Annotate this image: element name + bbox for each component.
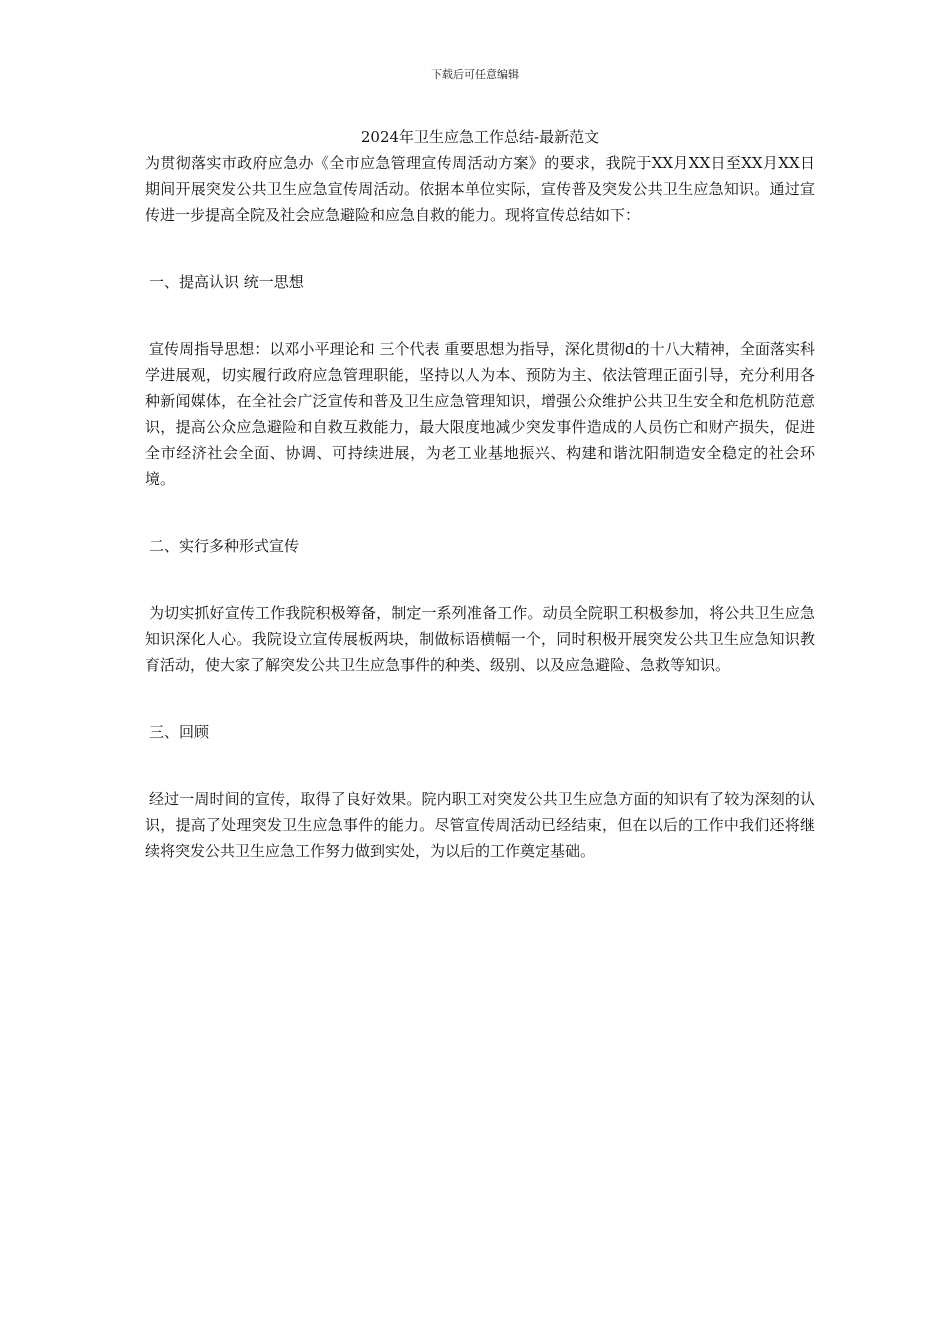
section-body-2: 为切实抓好宣传工作我院积极筹备，制定一系列准备工作。动员全院职工积极参加，将公共卫生应急知识深化人心。我院设立宣传展板两块，制做标语横幅一个，同时积极开展突发公共卫生应急知识教育活动，使大家了解突发公共卫生应急事件的种类、级别、以及应急避险、急救等知识。 — [145, 604, 815, 674]
section-body-1: 宣传周指导思想：以邓小平理论和 三个代表 重要思想为指导，深化贯彻d的十八大精神，全面落实科学进展观，切实履行政府应急管理职能，坚持以人为本、预防为主、依法管理正面引导，充分利用各种新闻媒体，在全社会广泛宣传和普及卫生应急管理知识，增强公众维护公共卫生安全和危机防范意识，提高公众应急避险和自救互救能力，最大限度地减少突发事件造成的人员伤亡和财产损失，促进全市经济社会全面、协调、可持续进展，为老工业基地振兴、构建和谐沈阳制造安全稳定的社会环境。 — [145, 340, 815, 488]
document-body — [145, 124, 815, 864]
section-body-3: 经过一周时间的宣传，取得了良好效果。院内职工对突发公共卫生应急方面的知识有了较为深刻的认识，提高了处理突发卫生应急事件的能力。尽管宣传周活动已经结束，但在以后的工作中我们还将继续将突发公共卫生应急工作努力做到实处，为以后的工作奠定基础。 — [145, 790, 815, 860]
section-heading-1: 一、提高认识 统一思想 — [149, 273, 304, 291]
document-title: 2024年卫生应急工作总结-最新范文 — [360, 128, 600, 146]
header-note: 下载后可任意编辑 — [431, 68, 519, 81]
section-heading-3: 三、回顾 — [149, 723, 210, 741]
intro-paragraph: 为贯彻落实市政府应急办《全市应急管理宣传周活动方案》的要求，我院于XX月XX日至XX月XX日期间开展突发公共卫生应急宣传周活动。依据本单位实际，宣传普及突发公共卫生应急知识。通过宣传进一步提高全院及社会应急避险和应急自救的能力。现将宣传总结如下： — [145, 154, 815, 224]
section-heading-2: 二、实行多种形式宣传 — [149, 537, 300, 555]
